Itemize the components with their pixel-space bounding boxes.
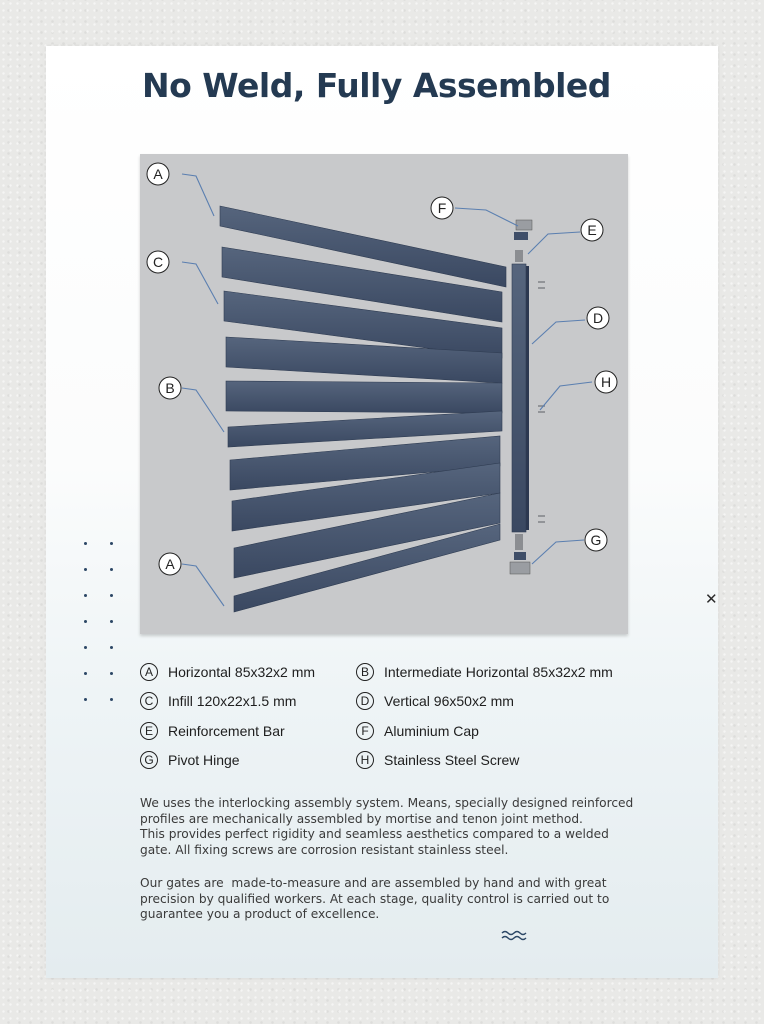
callout-leader-line [532, 320, 585, 344]
vertical-post-side [526, 266, 529, 530]
legend-label: Pivot Hinge [168, 752, 240, 768]
paragraph-line: precision by qualified workers. At each stage, quality control is carried out to [140, 891, 610, 906]
slat-profile [226, 381, 502, 413]
decoration-dot [84, 646, 87, 649]
close-x-icon: ✕ [705, 590, 718, 608]
pivot-hinge [510, 562, 530, 574]
paragraph-line: Our gates are made-to-measure and are assembled by hand and with great [140, 876, 607, 890]
decoration-dot [84, 620, 87, 623]
hinge-plate [514, 552, 526, 560]
legend-label: Intermediate Horizontal 85x32x2 mm [384, 664, 613, 680]
callout-letter-a: A [153, 166, 163, 182]
legend-label: Aluminium Cap [384, 723, 479, 739]
legend-letter-badge: H [356, 751, 374, 769]
legend-letter-badge: D [356, 692, 374, 710]
paragraph-line: profiles are mechanically assembled by mortise and tenon joint method. [140, 811, 583, 826]
legend-label: Reinforcement Bar [168, 723, 285, 739]
callout-letter-c: C [152, 254, 164, 270]
page-title: No Weld, Fully Assembled [142, 66, 611, 105]
callout-leader-line [182, 388, 224, 432]
decoration-dot [110, 672, 113, 675]
callout-letter-g: G [590, 532, 602, 548]
callout-letter-e: E [587, 222, 597, 238]
paragraph-line: guarantee you a product of excellence. [140, 907, 380, 922]
paragraph-line: We uses the interlocking assembly system. Means, specially designed reinforced [140, 796, 634, 810]
legend-label: Vertical 96x50x2 mm [384, 693, 514, 709]
callout-leader-line [182, 564, 224, 606]
callout-letter-h: H [600, 374, 612, 390]
legend-letter-badge: F [356, 722, 374, 740]
legend-label: Horizontal 85x32x2 mm [168, 664, 316, 680]
assembly-diagram [140, 154, 628, 634]
decoration-dot [84, 542, 87, 545]
callout-letter-a: A [165, 556, 175, 572]
cap-base [514, 232, 528, 240]
callout-leader-line [455, 208, 518, 226]
description-paragraph-1 [140, 796, 660, 858]
decoration-dot [110, 698, 113, 701]
reinforcement-bar-top [515, 250, 523, 262]
callout-letter-b: B [165, 380, 175, 396]
callout-leader-line [182, 174, 214, 216]
paragraph-line: This provides perfect rigidity and seamless aesthetics compared to a welded [140, 827, 609, 842]
decoration-dot [110, 646, 113, 649]
vertical-post [512, 264, 526, 532]
description-paragraph-2 [140, 876, 660, 923]
callout-leader-line [528, 232, 580, 254]
legend-letter-badge: B [356, 663, 374, 681]
legend-letter-badge: C [140, 692, 158, 710]
decoration-dot [84, 594, 87, 597]
reinforcement-bar-bottom [515, 534, 523, 550]
callout-leader-line [182, 262, 218, 304]
callout-leader-line [540, 382, 592, 410]
decoration-dot [84, 568, 87, 571]
decoration-dot [110, 568, 113, 571]
legend-label: Stainless Steel Screw [384, 752, 520, 768]
aluminium-cap [516, 220, 532, 230]
legend-letter-badge: A [140, 663, 158, 681]
callout-leader-line [532, 540, 584, 564]
legend-label: Infill 120x22x1.5 mm [168, 693, 297, 709]
legend-letter-badge: G [140, 751, 158, 769]
legend-letter-badge: E [140, 722, 158, 740]
decoration-dot [110, 620, 113, 623]
decoration-dot [84, 698, 87, 701]
paragraph-line: gate. All fixing screws are corrosion resistant stainless steel. [140, 842, 509, 857]
decoration-dot [110, 594, 113, 597]
callout-letter-f: F [437, 200, 447, 216]
decoration-dot [84, 672, 87, 675]
decoration-dot [110, 542, 113, 545]
exploded-gate-illustration [140, 154, 628, 634]
callout-letter-d: D [592, 310, 604, 326]
wave-icon [500, 929, 530, 941]
